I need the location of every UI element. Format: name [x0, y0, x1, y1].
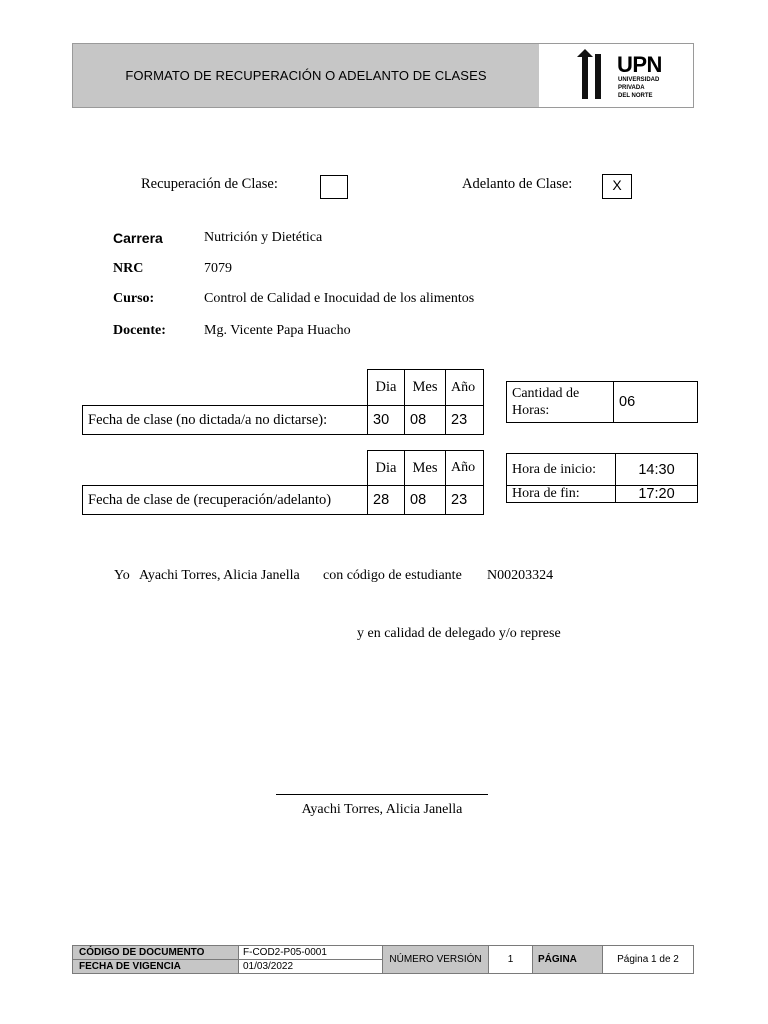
upn-logo-icon [539, 44, 693, 107]
logo-sub-2: PRIVADA [618, 85, 645, 91]
cantidad-horas-value[interactable]: 06 [614, 382, 698, 423]
form-title: FORMATO DE RECUPERACIÓN O ADELANTO DE CLASES [73, 44, 539, 107]
fecha-recuperacion-table [82, 450, 484, 515]
hora-fin-value[interactable]: 17:20 [616, 486, 698, 503]
curso-label: Curso: [113, 291, 155, 306]
carrera-label: Carrera [113, 230, 163, 246]
footer-vigencia-label: FECHA DE VIGENCIA [73, 960, 239, 973]
hora-fin-label: Hora de fin: [507, 486, 616, 503]
fecha-recuperacion-year[interactable]: 23 [446, 486, 484, 515]
nrc-label: NRC [113, 261, 144, 276]
footer-pagina-value: Página 1 de 2 [617, 954, 679, 965]
footer-version-value: 1 [489, 946, 533, 973]
statement-yo: Yo [114, 568, 130, 583]
cantidad-horas-label: Cantidad de Horas: [507, 382, 614, 423]
month-header: Mes [405, 370, 446, 406]
recuperacion-checkbox[interactable] [320, 175, 348, 199]
fecha-no-dictada-label: Fecha de clase (no dictada/a no dictarse): [83, 406, 368, 435]
fecha-recuperacion-day[interactable]: 28 [368, 486, 405, 515]
carrera-value: Nutrición y Dietética [204, 230, 323, 245]
statement-codigo: N00203324 [487, 568, 554, 583]
footer-codigo-label: CÓDIGO DE DOCUMENTO [73, 946, 239, 960]
fecha-no-dictada-month[interactable]: 08 [405, 406, 446, 435]
statement-name: Ayachi Torres, Alicia Janella [139, 568, 300, 583]
day-header: Dia [368, 451, 405, 486]
horario-table [506, 453, 698, 503]
footer-codigo-value: F-COD2-P05-0001 [239, 946, 383, 960]
docente-value: Mg. Vicente Papa Huacho [204, 323, 351, 338]
logo-text: UPN [617, 52, 662, 77]
signature-line [276, 794, 488, 795]
footer-pagina-label: PÁGINA [533, 946, 603, 973]
nrc-value: 7079 [204, 261, 232, 276]
document-header [72, 43, 694, 108]
year-header: Año [446, 370, 484, 406]
footer-version-label: NÚMERO VERSIÓN [383, 946, 489, 973]
signature-name: Ayachi Torres, Alicia Janella [301, 802, 463, 817]
month-header: Mes [405, 451, 446, 486]
fecha-no-dictada-day[interactable]: 30 [368, 406, 405, 435]
adelanto-checkbox[interactable]: X [602, 174, 632, 199]
recuperacion-label: Recuperación de Clase: [141, 176, 278, 192]
logo-sub-3: DEL NORTE [618, 93, 653, 99]
docente-label: Docente: [113, 323, 166, 338]
fecha-recuperacion-month[interactable]: 08 [405, 486, 446, 515]
curso-value: Control de Calidad e Inocuidad de los alimentos [204, 291, 475, 306]
adelanto-label: Adelanto de Clase: [462, 176, 573, 192]
statement-line2: y en calidad de delegado y/o represe [357, 626, 561, 641]
year-header: Año [446, 451, 484, 486]
statement-codigo-label: con código de estudiante [323, 568, 462, 583]
hora-inicio-label: Hora de inicio: [507, 454, 616, 486]
cantidad-horas-table [506, 381, 698, 423]
day-header: Dia [368, 370, 405, 406]
logo-sub-1: UNIVERSIDAD [618, 77, 660, 83]
footer-vigencia-value: 01/03/2022 [239, 960, 383, 973]
fecha-recuperacion-label: Fecha de clase de (recuperación/adelanto) [83, 486, 368, 515]
hora-inicio-value[interactable]: 14:30 [616, 454, 698, 486]
document-footer [72, 945, 694, 974]
fecha-no-dictada-table [82, 369, 484, 435]
upn-logo [539, 44, 693, 107]
fecha-no-dictada-year[interactable]: 23 [446, 406, 484, 435]
